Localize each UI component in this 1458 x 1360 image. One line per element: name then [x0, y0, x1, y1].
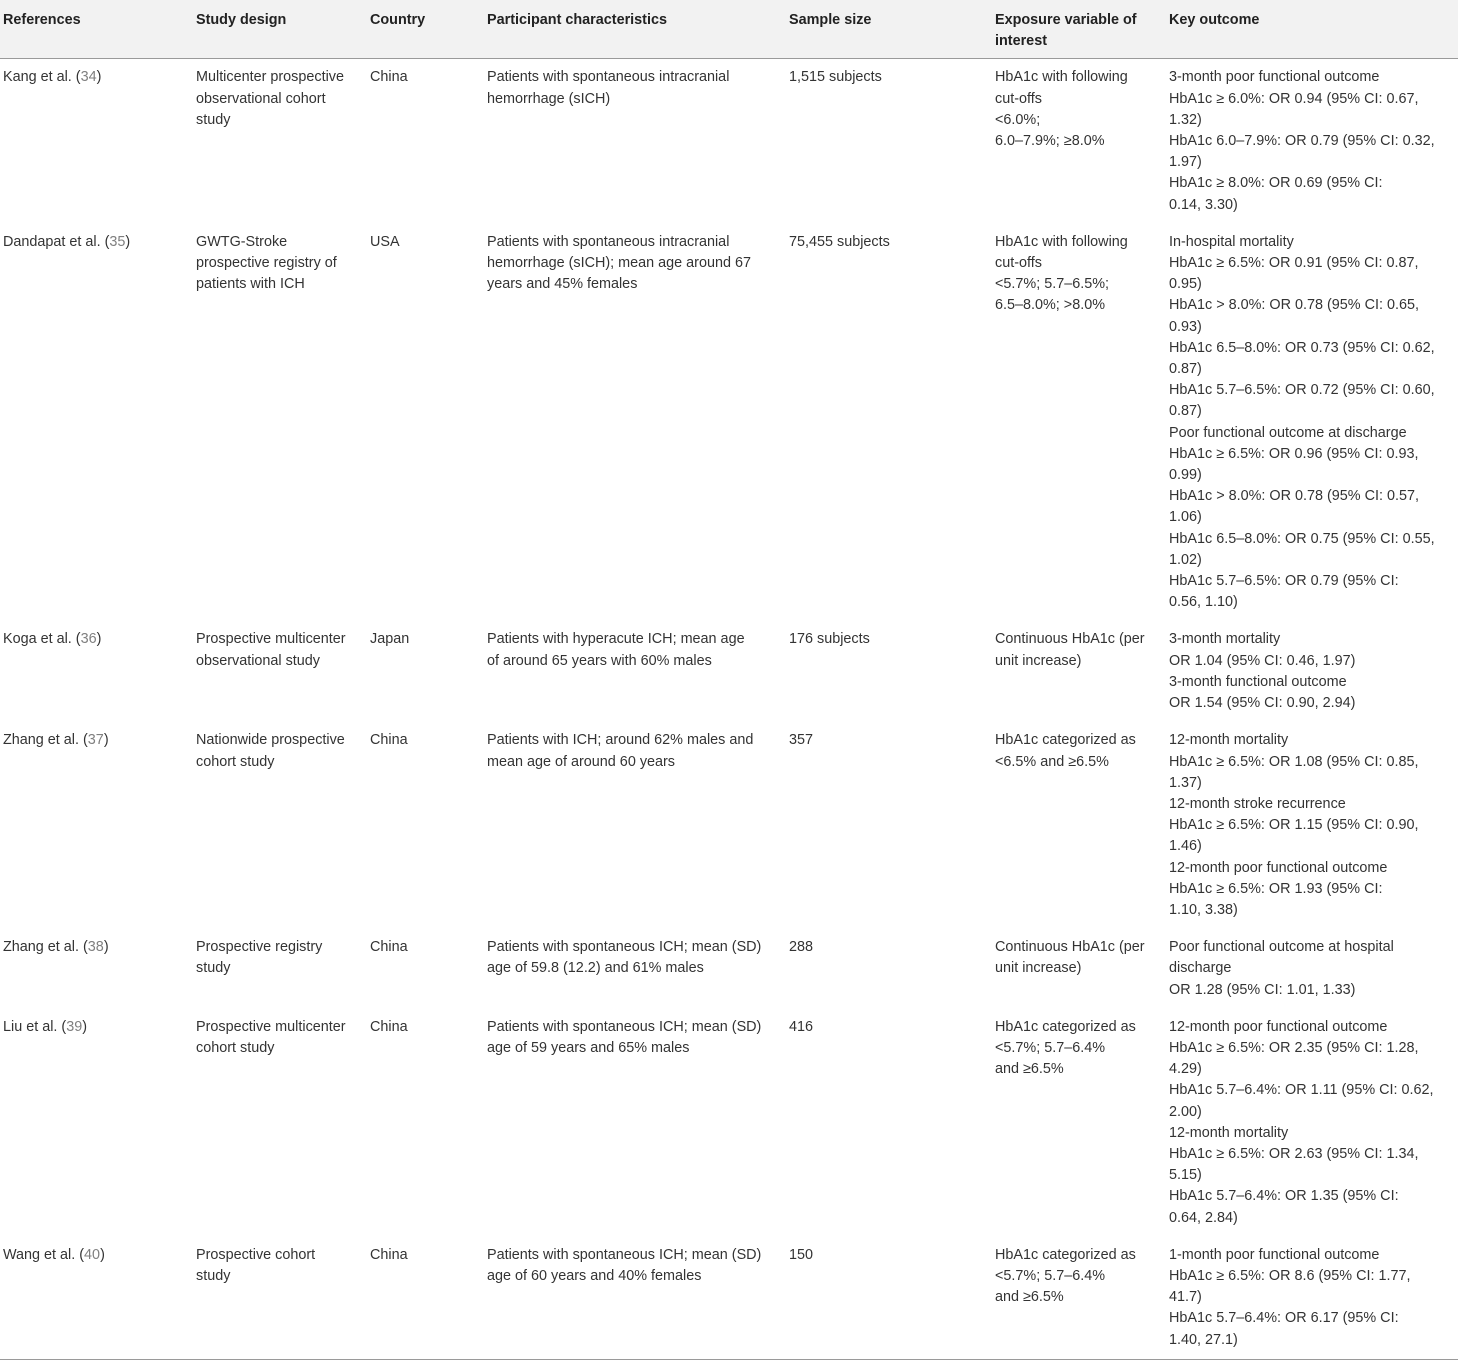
study-design-line: study [196, 1267, 231, 1284]
reference-number-link[interactable]: 38 [87, 939, 104, 956]
outcome-line: 12-month mortality [1169, 1124, 1289, 1141]
participants-line: Patients with spontaneous ICH; mean (SD) [487, 1018, 762, 1035]
outcome-line: HbA1c 6.0–7.9%: OR 0.79 (95% CI: 0.32, [1169, 133, 1435, 150]
outcome-line: 3-month mortality [1169, 631, 1281, 648]
cell-sample-size: 416 [789, 1018, 814, 1035]
cell-reference [0, 722, 193, 929]
participants-line: Patients with ICH; around 62% males and [487, 732, 754, 749]
participants-line: Patients with spontaneous ICH; mean (SD) [487, 1246, 762, 1263]
cell-exposure [992, 621, 1166, 722]
study-design-line: cohort study [196, 1039, 275, 1056]
outcome-line: HbA1c ≥ 6.5%: OR 0.96 (95% CI: 0.93, [1169, 445, 1419, 462]
exposure-line: and ≥6.5% [995, 1289, 1064, 1306]
cell-sample-size: 357 [789, 732, 814, 749]
cell-sample-size: 176 subjects [789, 631, 870, 648]
participants-line: Patients with spontaneous intracranial [487, 69, 730, 86]
study-design-line: cohort study [196, 753, 275, 770]
outcome-line: Poor functional outcome at hospital [1169, 939, 1394, 956]
study-design-line: Nationwide prospective [196, 732, 345, 749]
exposure-line: and ≥6.5% [995, 1061, 1064, 1078]
exposure-line: HbA1c with following [995, 233, 1128, 250]
outcome-line: HbA1c ≥ 6.5%: OR 8.6 (95% CI: 1.77, [1169, 1267, 1411, 1284]
exposure-line: Continuous HbA1c (per [995, 631, 1145, 648]
cell-outcome [1166, 621, 1458, 722]
outcome-line: HbA1c ≥ 6.5%: OR 2.63 (95% CI: 1.34, [1169, 1145, 1419, 1162]
study-design-line: study [196, 111, 231, 128]
outcome-line: 0.93) [1169, 318, 1202, 335]
table-row [0, 224, 1458, 622]
reference-close: ) [103, 732, 109, 749]
outcome-line: HbA1c 5.7–6.5%: OR 0.72 (95% CI: 0.60, [1169, 382, 1435, 399]
outcome-line: OR 1.04 (95% CI: 0.46, 1.97) [1169, 652, 1356, 669]
exposure-line: 6.0–7.9%; ≥8.0% [995, 133, 1105, 150]
header-sample-size: Sample size [786, 0, 992, 59]
outcome-line: 1.10, 3.38) [1169, 901, 1238, 918]
outcome-line: 12-month poor functional outcome [1169, 1018, 1388, 1035]
outcome-line: 12-month stroke recurrence [1169, 795, 1346, 812]
reference-close: ) [103, 939, 109, 956]
cell-exposure [992, 929, 1166, 1009]
outcome-line: 0.64, 2.84) [1169, 1209, 1238, 1226]
reference-author: Zhang et al. ( [3, 732, 88, 749]
cell-outcome [1166, 1009, 1458, 1237]
cell-study-design [193, 1237, 367, 1360]
exposure-line: HbA1c with following [995, 69, 1128, 86]
study-design-line: Prospective multicenter [196, 1018, 346, 1035]
exposure-line: HbA1c categorized as [995, 1246, 1136, 1263]
header-exposure-variable: Exposure variable of interest [992, 0, 1166, 59]
outcome-line: 5.15) [1169, 1167, 1202, 1184]
reference-author: Zhang et al. ( [3, 939, 88, 956]
outcome-line: HbA1c 5.7–6.4%: OR 6.17 (95% CI: [1169, 1310, 1399, 1327]
cell-outcome [1166, 59, 1458, 224]
cell-participants [484, 59, 786, 224]
exposure-line: unit increase) [995, 960, 1082, 977]
cell-country: China [370, 69, 408, 86]
outcome-line: 1.97) [1169, 154, 1202, 171]
participants-line: of around 65 years with 60% males [487, 652, 712, 669]
cell-outcome [1166, 929, 1458, 1009]
header-key-outcome: Key outcome [1166, 0, 1458, 59]
exposure-line: <5.7%; 5.7–6.4% [995, 1039, 1106, 1056]
outcome-line: 0.56, 1.10) [1169, 594, 1238, 611]
cell-participants [484, 722, 786, 929]
table-row [0, 929, 1458, 1009]
cell-exposure [992, 224, 1166, 622]
participants-line: years and 45% females [487, 276, 638, 293]
participants-line: hemorrhage (sICH); mean age around 67 [487, 255, 751, 272]
outcome-line: 0.87) [1169, 361, 1202, 378]
cell-exposure [992, 1237, 1166, 1360]
outcome-line: HbA1c 5.7–6.4%: OR 1.11 (95% CI: 0.62, [1169, 1082, 1434, 1099]
study-design-line: Prospective multicenter [196, 631, 346, 648]
reference-number-link[interactable]: 34 [80, 69, 97, 86]
outcome-line: 0.99) [1169, 467, 1202, 484]
cell-exposure [992, 1009, 1166, 1237]
participants-line: mean age of around 60 years [487, 753, 676, 770]
outcome-line: 1.32) [1169, 111, 1202, 128]
outcome-line: 4.29) [1169, 1061, 1202, 1078]
reference-author: Dandapat et al. ( [3, 233, 110, 250]
cell-study-design [193, 59, 367, 224]
cell-reference [0, 59, 193, 224]
exposure-line: unit increase) [995, 652, 1082, 669]
outcome-line: HbA1c > 8.0%: OR 0.78 (95% CI: 0.57, [1169, 488, 1419, 505]
cell-reference [0, 1237, 193, 1360]
study-design-line: prospective registry of [196, 255, 337, 272]
exposure-line: HbA1c categorized as [995, 732, 1136, 749]
study-design-line: study [196, 960, 231, 977]
cell-exposure [992, 59, 1166, 224]
reference-number-link[interactable]: 37 [87, 732, 104, 749]
reference-close: ) [96, 69, 102, 86]
cell-study-design [193, 224, 367, 622]
outcome-line: 3-month functional outcome [1169, 673, 1347, 690]
reference-close: ) [125, 233, 131, 250]
table-row [0, 1237, 1458, 1360]
cell-exposure [992, 722, 1166, 929]
outcome-line: 1.37) [1169, 774, 1202, 791]
cell-sample-size: 288 [789, 939, 814, 956]
exposure-line: HbA1c categorized as [995, 1018, 1136, 1035]
reference-number-link[interactable]: 39 [66, 1018, 83, 1035]
outcome-line: OR 1.54 (95% CI: 0.90, 2.94) [1169, 695, 1356, 712]
cell-reference [0, 224, 193, 622]
participants-line: Patients with spontaneous intracranial [487, 233, 730, 250]
cell-country: USA [370, 233, 400, 250]
cell-country: China [367, 1237, 484, 1360]
header-references: References [0, 0, 193, 59]
reference-close: ) [100, 1246, 105, 1263]
cell-participants [484, 621, 786, 722]
header-study-design: Study design [193, 0, 367, 59]
cell-outcome [1166, 224, 1458, 622]
exposure-line: <5.7%; 5.7–6.4% [995, 1267, 1106, 1284]
table-row [0, 59, 1458, 224]
study-design-line: observational study [196, 652, 320, 669]
reference-author: Kang et al. ( [3, 69, 81, 86]
header-row [0, 0, 1458, 59]
study-design-line: Prospective cohort [196, 1246, 316, 1263]
cell-study-design [193, 929, 367, 1009]
reference-author: Koga et al. ( [3, 631, 81, 648]
outcome-line: discharge [1169, 960, 1232, 977]
reference-author: Liu et al. ( [3, 1018, 67, 1035]
exposure-line: Continuous HbA1c (per [995, 939, 1145, 956]
cell-sample-size: 150 [786, 1237, 992, 1360]
outcome-line: 1.06) [1169, 509, 1202, 526]
table-row [0, 1009, 1458, 1237]
outcome-line: 1.02) [1169, 551, 1202, 568]
outcome-line: In-hospital mortality [1169, 233, 1294, 250]
outcome-line: HbA1c 6.5–8.0%: OR 0.73 (95% CI: 0.62, [1169, 339, 1435, 356]
outcome-line: HbA1c ≥ 6.5%: OR 1.08 (95% CI: 0.85, [1169, 753, 1419, 770]
cell-study-design [193, 722, 367, 929]
outcome-line: HbA1c 5.7–6.5%: OR 0.79 (95% CI: [1169, 573, 1399, 590]
exposure-line: cut-offs [995, 90, 1042, 107]
exposure-line: cut-offs [995, 255, 1042, 272]
study-design-line: observational cohort [196, 90, 326, 107]
outcome-line: HbA1c > 8.0%: OR 0.78 (95% CI: 0.65, [1169, 297, 1419, 314]
participants-line: Patients with hyperacute ICH; mean age [487, 631, 745, 648]
cell-sample-size: 1,515 subjects [789, 69, 882, 86]
outcome-line: 1-month poor functional outcome [1169, 1246, 1380, 1263]
outcome-line: 12-month mortality [1169, 732, 1289, 749]
outcome-line: 3-month poor functional outcome [1169, 69, 1380, 86]
study-design-line: patients with ICH [196, 276, 305, 293]
participants-line: Patients with spontaneous ICH; mean (SD) [487, 939, 762, 956]
cell-participants [484, 1009, 786, 1237]
cell-country: China [370, 939, 408, 956]
participants-line: age of 59.8 (12.2) and 61% males [487, 960, 704, 977]
outcome-line: 1.40, 27.1) [1169, 1331, 1238, 1348]
outcome-line: 2.00) [1169, 1103, 1202, 1120]
outcome-line: 0.87) [1169, 403, 1202, 420]
outcome-line: HbA1c ≥ 6.5%: OR 1.15 (95% CI: 0.90, [1169, 817, 1419, 834]
outcome-line: 12-month poor functional outcome [1169, 859, 1388, 876]
header-participant-characteristics: Participant characteristics [484, 0, 786, 59]
cell-participants [484, 1237, 786, 1360]
outcome-line: HbA1c ≥ 6.5%: OR 0.91 (95% CI: 0.87, [1169, 255, 1419, 272]
cell-outcome [1166, 722, 1458, 929]
outcome-line: 1.46) [1169, 838, 1202, 855]
reference-author: Wang et al. ( [3, 1246, 85, 1263]
outcome-line: HbA1c ≥ 6.0%: OR 0.94 (95% CI: 0.67, [1169, 90, 1419, 107]
outcome-line: HbA1c ≥ 6.5%: OR 1.93 (95% CI: [1169, 880, 1383, 897]
table-row [0, 722, 1458, 929]
study-design-line: GWTG-Stroke [196, 233, 288, 250]
outcome-line: HbA1c ≥ 6.5%: OR 2.35 (95% CI: 1.28, [1169, 1039, 1419, 1056]
table-row [0, 621, 1458, 722]
cell-study-design [193, 1009, 367, 1237]
cell-country: Japan [370, 631, 410, 648]
cell-sample-size: 75,455 subjects [789, 233, 890, 250]
outcome-line: 41.7) [1169, 1289, 1202, 1306]
exposure-line: 6.5–8.0%; >8.0% [995, 297, 1106, 314]
study-design-line: Multicenter prospective [196, 69, 344, 86]
outcome-line: HbA1c ≥ 8.0%: OR 0.69 (95% CI: [1169, 175, 1383, 192]
cell-participants [484, 929, 786, 1009]
participants-line: hemorrhage (sICH) [487, 90, 611, 107]
outcome-line: HbA1c 6.5–8.0%: OR 0.75 (95% CI: 0.55, [1169, 530, 1435, 547]
reference-number-link[interactable]: 36 [80, 631, 97, 648]
reference-close: ) [96, 631, 102, 648]
cell-study-design [193, 621, 367, 722]
study-design-line: Prospective registry [196, 939, 323, 956]
participants-line: age of 59 years and 65% males [487, 1039, 690, 1056]
cell-reference [0, 929, 193, 1009]
outcome-line: HbA1c 5.7–6.4%: OR 1.35 (95% CI: [1169, 1188, 1399, 1205]
header-country: Country [367, 0, 484, 59]
cell-participants [484, 224, 786, 622]
cell-reference [0, 621, 193, 722]
outcome-line: 0.14, 3.30) [1169, 196, 1238, 213]
cell-country: China [370, 732, 408, 749]
exposure-line: <6.0%; [995, 111, 1041, 128]
reference-number-link[interactable]: 40 [84, 1246, 101, 1263]
cell-reference [0, 1009, 193, 1237]
cell-outcome [1166, 1237, 1458, 1360]
outcome-line: Poor functional outcome at discharge [1169, 424, 1407, 441]
participants-line: age of 60 years and 40% females [487, 1267, 702, 1284]
outcome-line: 0.95) [1169, 276, 1202, 293]
exposure-line: <6.5% and ≥6.5% [995, 753, 1109, 770]
cell-country: China [370, 1018, 408, 1035]
exposure-line: <5.7%; 5.7–6.5%; [995, 276, 1110, 293]
outcome-line: OR 1.28 (95% CI: 1.01, 1.33) [1169, 981, 1356, 998]
reference-number-link[interactable]: 35 [109, 233, 126, 250]
reference-close: ) [82, 1018, 88, 1035]
